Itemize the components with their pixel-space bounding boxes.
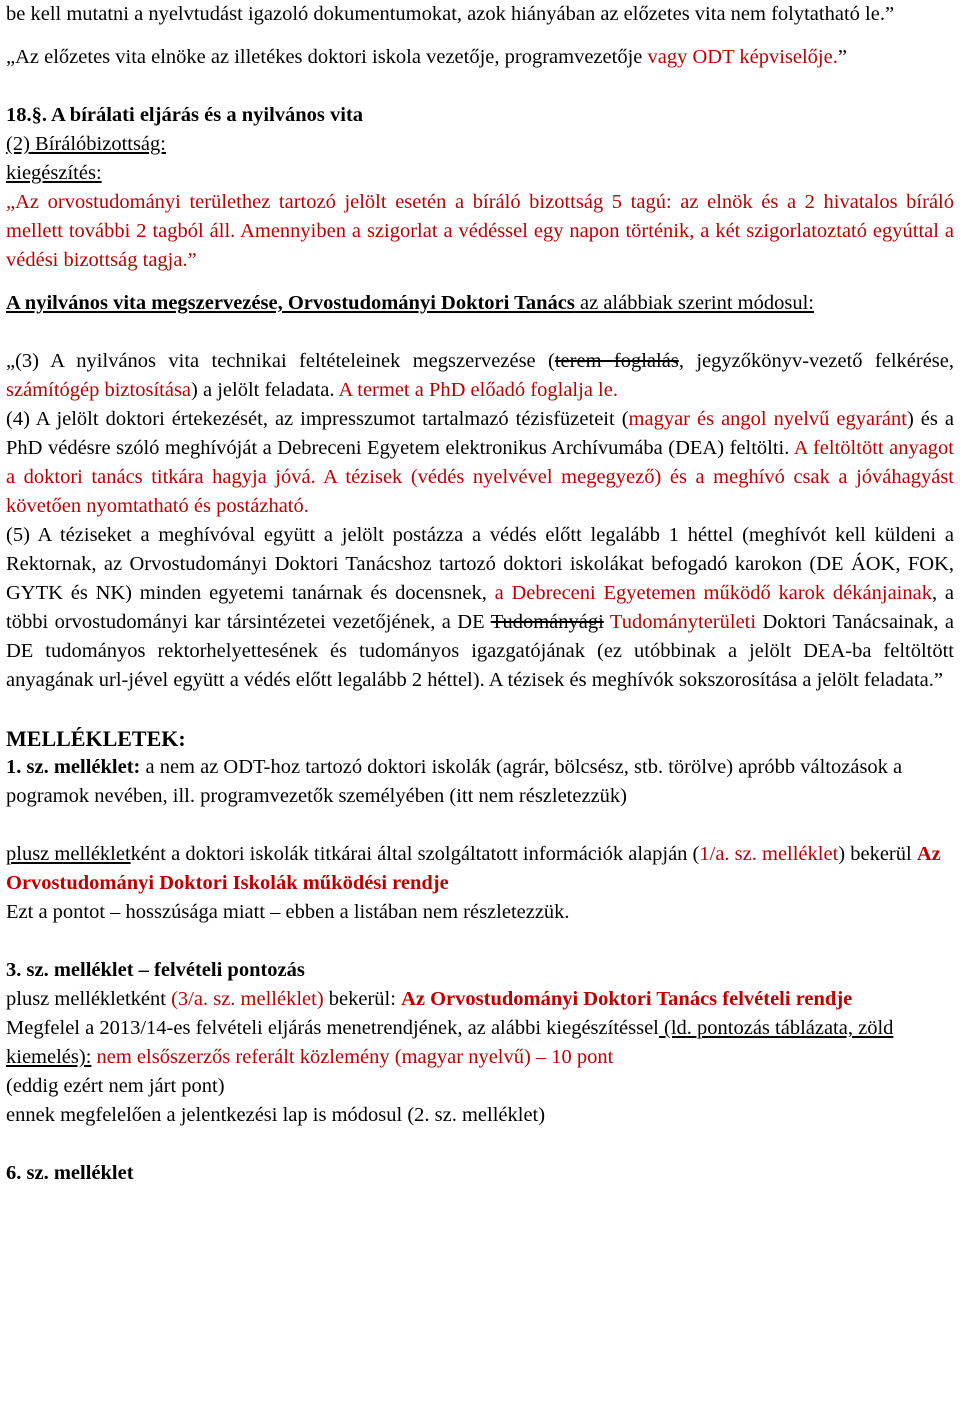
text: ) bekerül (838, 843, 917, 865)
text: ) és a PhD védésre szóló meghívóját a Debreceni Egyetem elektronikus Archívumába (DEA) feltölti. (6, 408, 954, 459)
text: ) a jelölt feladata. (191, 379, 339, 401)
text: , a többi orvostudományi kar társintézetei vezetőjének, a DE (6, 582, 954, 633)
edit-text: számítógép biztosítása (6, 379, 192, 401)
paragraph-5 (6, 521, 954, 695)
attachments-heading: MELLÉKLETEK: (6, 726, 186, 751)
text: be kell mutatni a nyelvtudást igazoló dokumentumokat, azok hiányában az előzetes vita nem folytatható le.” (6, 3, 895, 25)
paragraph-public-debate-org (6, 289, 954, 318)
text: ” (837, 46, 847, 68)
attachment-1 (6, 753, 954, 811)
spacer (6, 275, 954, 289)
deleted-text: Tudományági (490, 611, 604, 633)
spacer (6, 29, 954, 43)
attachment-3a (6, 985, 954, 1014)
edit-text: „Az orvostudományi területhez tartozó jelölt esetén a bíráló bizottság 5 tagú: az elnök és a 2 hivatalos bíráló mellett további 2 tagból áll. Amennyiben a szigorlat a védéssel egy napon történik, a két szigorlatoztató egyúttal a védési bizottság tagja. (6, 191, 954, 271)
underlined-text: (ld. pontozás táblázata, zöld kiemelés): (6, 1017, 894, 1068)
spacer (6, 927, 954, 956)
text: bekerül: (323, 988, 402, 1010)
public-debate-modifier: az alábbiak szerint módosul: (574, 292, 814, 314)
paragraph-admission-note: (eddig ezért nem járt pont) (6, 1075, 225, 1097)
spacer (6, 695, 954, 724)
text: „Az előzetes vita elnöke az illetékes doktori iskola vezetője, programvezetője (6, 46, 648, 68)
spacer (6, 811, 954, 840)
attachment-1a (6, 840, 954, 898)
text: „(3) A nyilvános vita technikai feltételeinek megszervezése ( (6, 350, 555, 372)
paragraph-language-proof (6, 0, 954, 29)
attachment-3a-title: Az Orvostudományi Doktori Tanács felvételi rendje (401, 988, 853, 1010)
text: plusz mellékletként (6, 988, 172, 1010)
paragraph-committee-composition (6, 188, 954, 275)
spacer (6, 72, 954, 101)
spacer (6, 318, 954, 347)
supplement-label (6, 159, 954, 188)
attachment-6-heading: 6. sz. melléklet (6, 1162, 134, 1184)
edit-text: A feltöltött anyagot a doktori tanács titkára hagyja jóvá. A tézisek (védés nyelvével megegyező) és a meghívó csak a jóváhagyást követően nyomtatható és postázható. (6, 437, 955, 517)
edit-text: 1/a. sz. melléklet (699, 843, 839, 865)
paragraph-application-form: ennek megfelelően a jelentkezési lap is módosul (2. sz. melléklet) (6, 1104, 546, 1126)
attachment-1-label: 1. sz. melléklet: (6, 756, 141, 778)
section-18-heading: 18.§. A bírálati eljárás és a nyilvános vita (6, 104, 364, 126)
text: (5) A téziseket a meghívóval együtt a jelölt postázza a védés előtt legalább 1 héttel (meghívót kell küldeni a Rektornak, az Orvostudományi Doktori Tanácshoz tartozó doktori iskolákat befogadó karokon (DE ÁOK, FOK, GYTK és NK) minden egyetemi tanárnak és docensnek, (6, 524, 954, 604)
section-18-subheading (6, 130, 954, 159)
paragraph-3 (6, 347, 954, 405)
plus-attachment-label: plusz melléklet (6, 843, 131, 865)
attachment-note: Ezt a pontot – hosszúsága miatt – ebben a listában nem részletezzük. (6, 901, 570, 923)
edit-text: (3/a. sz. melléklet) (171, 988, 324, 1010)
committee-label: (2) Bírálóbizottság: (6, 133, 166, 155)
attachment-1a-title: Az Orvostudományi Doktori Iskolák működési rendje (6, 843, 941, 894)
edit-text: vagy ODT képviselője. (647, 46, 838, 68)
attachment-3-heading: 3. sz. melléklet – felvételi pontozás (6, 959, 305, 981)
deleted-text: terem foglalás (554, 350, 679, 372)
quote-mark: ” (187, 249, 197, 271)
text: ként a doktori iskolák titkárai által szolgáltatott információk alapján ( (130, 843, 700, 865)
text: Doktori Tanácsainak, a DE tudományos rektorhelyettesének és tudományos igazgatójának (ez utóbbinak a jelölt DEA-ba feltöltött anyagának url-jével együtt a védés előtt legalább 2 héttel). A tézisek és meghívók sokszorosítása a jelölt feladata. (6, 611, 954, 691)
edit-text: Tudományterületi (609, 611, 757, 633)
edit-text: magyar és angol nyelvű egyaránt (628, 408, 907, 430)
edit-text: a Debreceni Egyetemen működő karok dékánjainak (494, 582, 932, 604)
spacer (6, 1130, 954, 1159)
supplement-text: kiegészítés: (6, 162, 102, 184)
text: , jegyzőkönyv-vezető felkérése, (678, 350, 955, 372)
edit-text: A termet a PhD előadó foglalja le. (338, 379, 618, 401)
paragraph-4 (6, 405, 954, 521)
edit-text: nem elsőszerzős referált közlemény (magyar nyelvű) – 10 pont (96, 1046, 614, 1068)
text: Megfelel a 2013/14-es felvételi eljárás menetrendjének, az alábbi kiegészítéssel (6, 1017, 659, 1039)
paragraph-admission (6, 1014, 954, 1072)
public-debate-title: A nyilvános vita megszervezése, Orvostudományi Doktori Tanács (6, 292, 575, 314)
paragraph-pre-debate-chair (6, 43, 954, 72)
quote-mark: ” (933, 669, 943, 691)
text: a nem az ODT-hoz tartozó doktori iskolák (agrár, bölcsész, stb. törölve) apróbb változások a pogramok nevében, ill. programvezetők személyében (itt nem részletezzük) (6, 756, 903, 807)
text: (4) A jelölt doktori értekezését, az impresszumot tartalmazó tézisfüzeteit ( (6, 408, 629, 430)
